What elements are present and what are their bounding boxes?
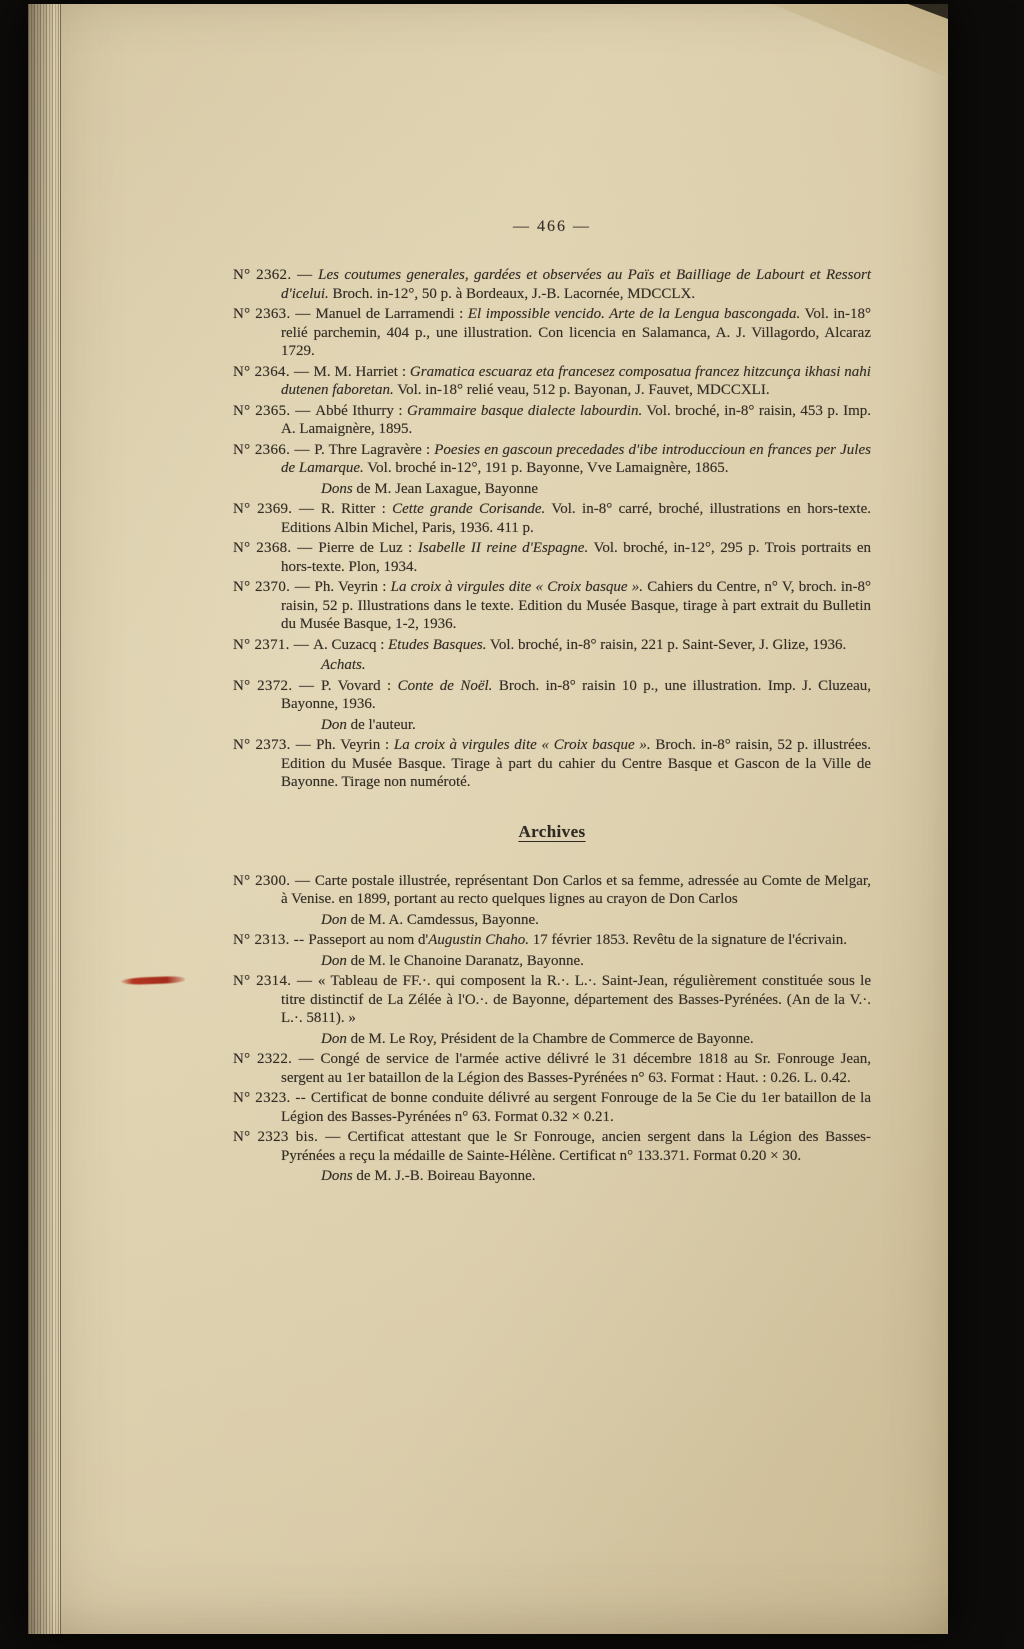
catalog-entry xyxy=(233,931,871,950)
section-heading-archives: Archives xyxy=(518,821,586,841)
entry-number: N° 2323 bis. — xyxy=(233,1129,348,1145)
entry-text: Manuel de Larramendi : xyxy=(315,306,468,322)
entry-text: Congé de service de l'armée active délivré le 31 décembre 1818 au Sr. Fonrouge Jean, sergent au 1er bataillon de la Légion des Basses-Pyrénées n° 63. Format : Haut. : 0.26. L. 0.42. xyxy=(281,1051,871,1086)
entry-title-italic: Poesies en gascoun precedades d'ibe introduccioun en frances per Jules de Lamarque. xyxy=(281,441,871,476)
entry-text: Vol. in-18° relié parchemin, 404 p., une illustration. Con licencia en Salamanca, A. J. Villagordo, Alcaraz 1729. xyxy=(281,306,872,359)
entry-title-italic: La croix à virgules dite « Croix basque ». xyxy=(390,579,644,595)
entry-text: M. M. Harriet : xyxy=(313,363,410,380)
catalog-entry xyxy=(233,1128,871,1165)
note-text: de l'auteur. xyxy=(346,716,416,733)
archives-entry-list xyxy=(233,872,871,1186)
note-text: de M. le Chanoine Daranatz, Bayonne. xyxy=(346,952,584,969)
acquisitions-entry-list xyxy=(233,266,871,792)
donation-note xyxy=(233,1030,871,1049)
entry-text: Pierre de Luz : xyxy=(318,540,418,556)
note-italic: Don xyxy=(321,716,347,733)
entry-text: Broch. in-8° raisin 10 p., une illustration. Imp. J. Cluzeau, Bayonne, 1936. xyxy=(281,677,871,712)
note-text: de M. A. Camdessus, Bayonne. xyxy=(346,911,539,928)
entry-title-italic: Cette grande Corisande. xyxy=(392,501,546,517)
entry-text: Vol. broché, in-8° raisin, 221 p. Saint-Sever, J. Glize, 1936. xyxy=(486,636,847,653)
entry-text: Certificat attestant que le Sr Fonrouge, ancien sergent dans la Légion des Basses-Pyrénées a reçu la médaille de Sainte-Hélène. Certificat n° 133.371. Format 0.20 × 30. xyxy=(281,1129,871,1164)
catalog-entry xyxy=(233,539,871,576)
page-content xyxy=(233,4,871,1188)
entry-title-italic: Gramatica escuaraz eta francesez composatua francez hitzcunça ikhasi nahi dutenen faboretan. xyxy=(281,363,871,398)
entry-text: Vol. in-8° carré, broché, illustrations en hors-texte. Editions Albin Michel, Paris, 1936. 411 p. xyxy=(281,501,872,536)
entry-number: N° 2365. — xyxy=(233,402,316,419)
entry-title-italic: Etudes Basques. xyxy=(388,636,487,653)
catalog-entry xyxy=(233,441,871,478)
entry-text: Abbé Ithurry : xyxy=(315,402,408,419)
entry-title-italic: Conte de Noël. xyxy=(397,677,493,694)
entry-title-italic: Les coutumes generales, gardées et observées au Païs et Bailliage de Labourt et Ressort d'icelui. xyxy=(281,267,871,302)
entry-text: Vol. broché, in-12°, 295 p. Trois portraits en hors-texte. Plon, 1934. xyxy=(281,540,871,575)
entry-text: 17 février 1853. Revêtu de la signature de l'écrivain. xyxy=(529,932,848,948)
book-page-edges xyxy=(28,4,61,1634)
entry-number: N° 2363. — xyxy=(233,306,316,322)
entry-number: N° 2372. — xyxy=(233,677,322,694)
catalog-entry xyxy=(233,1089,871,1126)
entry-number: N° 2366. — xyxy=(233,441,315,458)
entry-text: A. Cuzacq : xyxy=(313,636,389,653)
donation-note xyxy=(233,716,871,735)
entry-number: N° 2371. — xyxy=(233,636,314,653)
entry-text: Broch. in-12°, 50 p. à Bordeaux, J.-B. Lacornée, MDCCLX. xyxy=(328,285,696,302)
entry-text: R. Ritter : xyxy=(320,501,393,517)
catalog-entry xyxy=(233,872,871,909)
entry-title-italic: Grammaire basque dialecte labourdin. xyxy=(407,402,643,419)
entry-number: N° 2368. — xyxy=(233,540,319,556)
entry-number: N° 2313. -- xyxy=(233,932,309,948)
catalog-entry xyxy=(233,677,871,714)
entry-title-italic: La croix à virgules dite « Croix basque ». xyxy=(393,737,651,753)
entry-text: Certificat de bonne conduite délivré au sergent Fonrouge de la 5e Cie du 1er bataillon de la Légion des Basses-Pyrénées n° 63. Format 0.32 × 0.21. xyxy=(281,1090,871,1125)
entry-text: Ph. Veyrin : xyxy=(314,579,391,595)
entry-text: P. Thre Lagravère : xyxy=(314,441,435,458)
entry-number: N° 2300. — xyxy=(233,872,315,889)
catalog-entry xyxy=(233,305,871,361)
page-number: — 466 — xyxy=(513,218,591,235)
donation-note xyxy=(233,1167,871,1186)
donation-note xyxy=(233,952,871,971)
note-italic: Don xyxy=(321,1030,347,1047)
donation-note xyxy=(233,656,871,675)
red-pencil-mark xyxy=(121,976,185,985)
entry-text: Vol. broché, in-8° raisin, 453 p. Imp. A. Lamaignère, 1895. xyxy=(281,402,871,437)
note-italic: Dons xyxy=(321,1168,353,1184)
catalog-entry xyxy=(233,736,871,792)
entry-number: N° 2369. — xyxy=(233,501,321,517)
entry-number: N° 2362. — xyxy=(233,267,319,283)
catalog-entry xyxy=(233,402,871,439)
entry-number: N° 2373. — xyxy=(233,737,317,753)
entry-text: Vol. in-18° relié veau, 512 p. Bayonan, J. Fauvet, MDCCXLI. xyxy=(393,382,770,398)
donation-note xyxy=(233,480,871,499)
entry-text: « Tableau de FF.·. qui composent la R.·. L.·. Saint-Jean, régulièrement constituée sous le titre distinctif de La Zélée à l'O.·. de Bayonne, département des Basses-Pyrénées. (An de la V.·. L.·. 5811). » xyxy=(281,973,871,1026)
note-italic: Don xyxy=(321,952,347,969)
entry-number: N° 2322. — xyxy=(233,1051,321,1067)
entry-text: Carte postale illustrée, représentant Don Carlos et sa femme, adressée au Comte de Melgar, à Venise. en 1899, portant au recto quelques lignes au crayon de Don Carlos xyxy=(281,872,871,907)
entry-text: Cahiers du Centre, n° V, broch. in-8° raisin, 52 p. Illustrations dans le texte. Edition du Musée Basque, tirage à part extrait du Bulletin du Musée Basque, 1-2, 1936. xyxy=(281,579,871,632)
entry-text: P. Vovard : xyxy=(321,677,398,694)
catalog-entry xyxy=(233,1050,871,1087)
donation-note xyxy=(233,911,871,930)
entry-number: N° 2323. -- xyxy=(233,1090,311,1106)
catalog-entry xyxy=(233,500,871,537)
note-italic: Don xyxy=(321,911,347,928)
entry-text: Passeport au nom d' xyxy=(308,932,429,948)
catalog-entry xyxy=(233,363,871,400)
note-italic: Achats. xyxy=(321,657,366,673)
entry-number: N° 2364. — xyxy=(233,363,314,380)
note-text: de M. J.-B. Boireau Bayonne. xyxy=(352,1168,536,1184)
catalog-entry xyxy=(233,266,871,303)
catalog-entry xyxy=(233,578,871,634)
note-italic: Dons xyxy=(321,480,353,497)
entry-text: Broch. in-8° raisin, 52 p. illustrées. Edition du Musée Basque. Tirage à part du cahier du Centre Basque et Gascon de la Ville de Bayonne. Tirage non numéroté. xyxy=(281,737,871,790)
entry-text: Ph. Veyrin : xyxy=(316,737,394,753)
entry-number: N° 2314. — xyxy=(233,973,318,989)
catalog-entry xyxy=(233,636,871,655)
catalog-entry xyxy=(233,972,871,1028)
entry-title-italic: Isabelle II reine d'Espagne. xyxy=(417,540,589,556)
entry-number: N° 2370. — xyxy=(233,579,315,595)
note-text: de M. Jean Laxague, Bayonne xyxy=(352,480,539,497)
book-page xyxy=(28,4,948,1634)
entry-title-italic: Augustin Chaho. xyxy=(428,932,530,948)
entry-text: Vol. broché in-12°, 191 p. Bayonne, Vve Lamaignère, 1865. xyxy=(363,460,729,476)
entry-title-italic: El impossible vencido. Arte de la Lengua bascongada. xyxy=(467,306,801,322)
note-text: de M. Le Roy, Président de la Chambre de Commerce de Bayonne. xyxy=(346,1030,754,1047)
